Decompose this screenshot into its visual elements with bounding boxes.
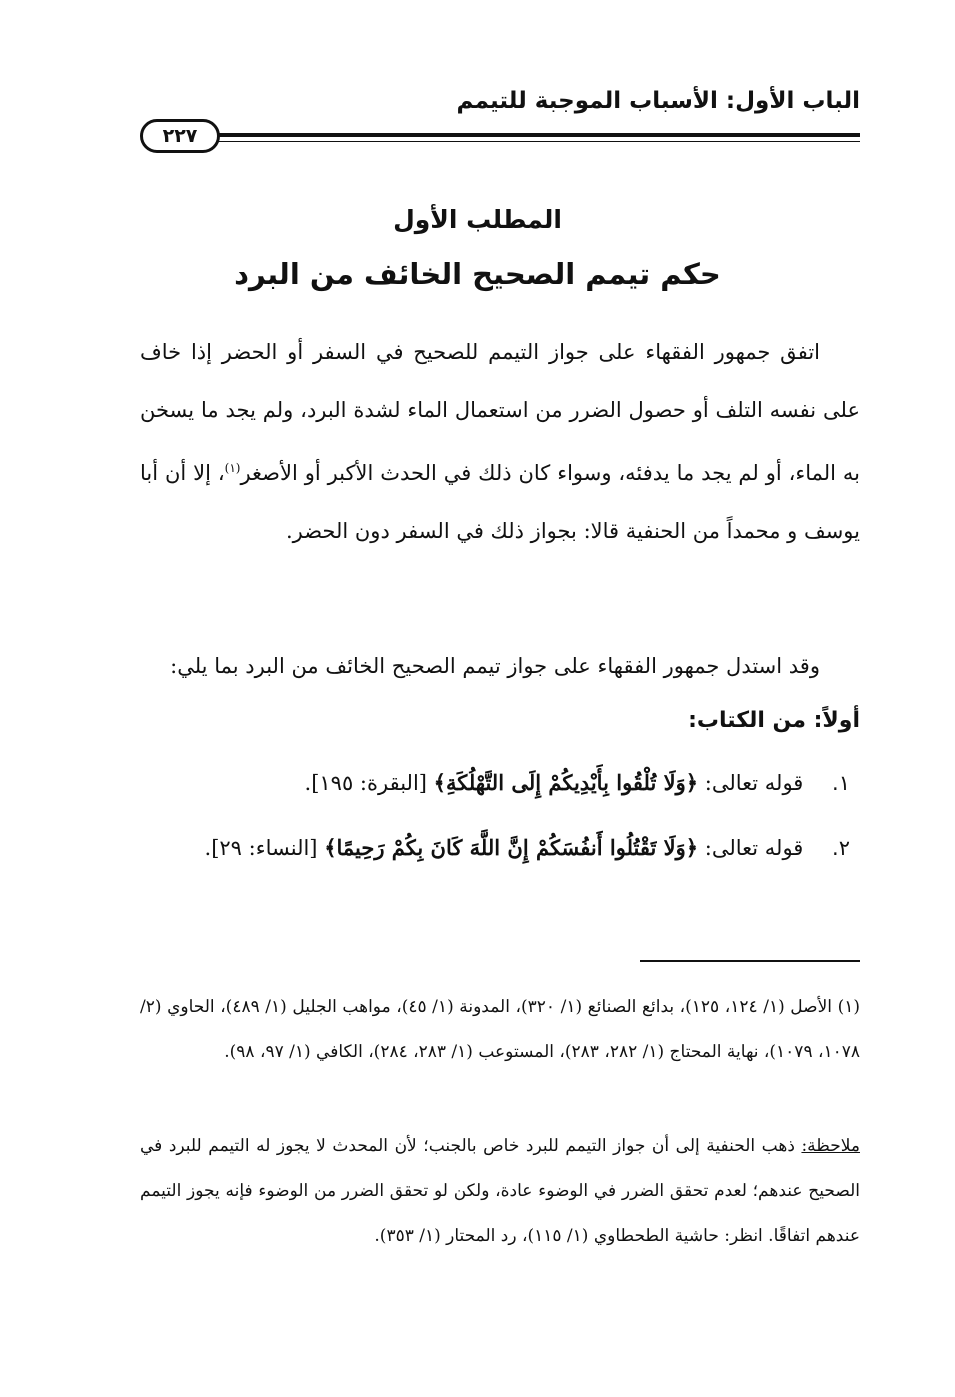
verse-intro: قوله تعالى: xyxy=(704,836,804,860)
verse-intro: قوله تعالى: xyxy=(704,771,804,795)
verse-item-2 xyxy=(205,835,850,860)
footnote-note xyxy=(140,1124,860,1259)
header-rule-thick xyxy=(215,133,860,137)
paragraph-1-part-a: اتفق جمهور الفقهاء على جواز التيمم للصحيح في السفر أو الحضر إذا خاف على نفسه التلف أو حصول الضرر من استعمال الماء لشدة البرد، ولم يجد ما يسخن به الماء، أو لم يجد ما يدفئه، وسواء كان ذلك في الحدث الأكبر أو الأصغر xyxy=(140,340,861,485)
note-text: ذهب الحنفية إلى أن جواز التيمم للبرد خاص بالجنب؛ لأن المحدث لا يجوز له التيمم للبرد في الصحيح عندهم؛ لعدم تحقق الضرر في الوضوء عادة، ولكن لو تحقق الضرر من الوضوء فإنه يجوز التيمم عندهم اتفاقًا. انظر: حاشية الطحطاوي (١/ ١١٥)، رد المحتار (١/ ٣٥٣). xyxy=(140,1136,860,1246)
subheading-from-book: أولاً: من الكتاب: xyxy=(688,708,860,733)
footnote-separator xyxy=(640,960,860,962)
page-number: ٢٢٧ xyxy=(140,119,220,153)
verse-text: ﴿وَلَا تُلْقُوا بِأَيْدِيكُمْ إِلَى التَّهْلُكَةِ﴾ xyxy=(433,770,699,795)
verse-text: ﴿وَلَا تَقْتُلُوا أَنفُسَكُمْ إِنَّ اللَّهَ كَانَ بِكُمْ رَحِيمًا﴾ xyxy=(324,835,699,860)
section-kicker: المطلب الأول xyxy=(393,205,562,234)
section-title: حكم تيمم الصحيح الخائف من البرد xyxy=(234,257,721,291)
verse-reference: [النساء: ٢٩]. xyxy=(204,836,318,860)
verse-item-1 xyxy=(305,770,850,795)
verse-reference: [البقرة: ١٩٥]. xyxy=(304,771,427,795)
header-rule-thin xyxy=(215,141,860,142)
paragraph-1 xyxy=(140,323,860,560)
paragraph-1-part-b: ، إلا أن أبا يوسف و محمداً من الحنفية قالا: بجواز ذلك في السفر دون الحضر. xyxy=(140,461,860,543)
chapter-title: الباب الأول: الأسباب الموجبة للتيمم xyxy=(456,88,860,114)
paragraph-2: وقد استدل جمهور الفقهاء على جواز تيمم الصحيح الخائف من البرد بما يلي: xyxy=(170,654,820,678)
footnote-1: (١) الأصل (١/ ١٢٤، ١٢٥)، بدائع الصنائع (١/ ٣٢٠)، المدونة (١/ ٤٥)، مواهب الجليل (١/ ٤٨٩)، الحاوي (٢/ ١٠٧٨، ١٠٧٩)، نهاية المحتاج (١/ ٢٨٢، ٢٨٣)، المستوعب (١/ ٢٨٣، ٢٨٤)، الكافي (١/ ٩٧، ٩٨). xyxy=(140,997,860,1062)
verse-number: ١. xyxy=(832,771,850,795)
note-label: ملاحظة: xyxy=(801,1136,860,1156)
footnote-ref-1: (١) xyxy=(224,461,241,475)
verse-number: ٢. xyxy=(832,836,850,860)
